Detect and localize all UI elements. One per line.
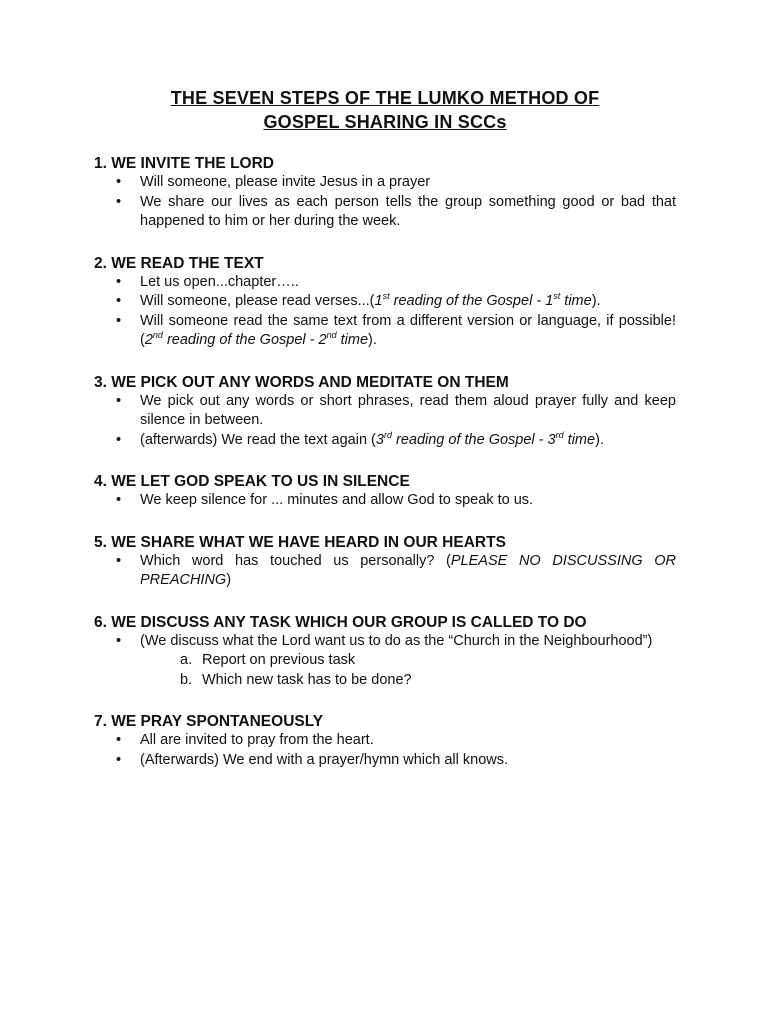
step-2 [94,254,676,351]
step-heading: 1. WE INVITE THE LORD [94,155,274,172]
bullet-item: • (Afterwards) We end with a prayer/hymn which all knows. [94,751,676,771]
step-6 [94,613,676,691]
sub-list-marker: a. [180,652,193,668]
bullet-item: • Will someone, please invite Jesus in a prayer [94,173,676,193]
sub-list-item: b. Which new task has to be done? [94,671,676,691]
bullet-list [94,273,676,351]
step-3 [94,373,676,451]
bullet-item: • We pick out any words or short phrases, read them aloud prayer fully and keep silence in between. [94,392,676,431]
step-heading: 4. WE LET GOD SPEAK TO US IN SILENCE [94,473,410,490]
bullet-item: • Will someone read the same text from a different version or language, if possible! (2nd reading of the Gospel - 2nd time). [94,312,676,351]
bullet-item: • Let us open...chapter….. [94,273,676,293]
sub-list [94,651,676,690]
step-7 [94,712,676,770]
step-heading: 7. WE PRAY SPONTANEOUSLY [94,713,324,730]
bullet-item: • We keep silence for ... minutes and allow God to speak to us. [94,491,676,511]
step-heading: 5. WE SHARE WHAT WE HAVE HEARD IN OUR HEARTS [94,533,506,551]
document-title [94,86,676,134]
bullet-item: • Will someone, please read verses...(1st reading of the Gospel - 1st time). [94,292,676,312]
step-1 [94,154,676,232]
title-line-2: GOSPEL SHARING IN SCCs [263,112,507,132]
bullet-item: • We share our lives as each person tells the group something good or bad that happened to him or her during the week. [94,193,676,232]
title-line-1: THE SEVEN STEPS OF THE LUMKO METHOD OF [170,88,600,108]
step-heading: 2. WE READ THE TEXT [94,254,264,272]
step-heading: 3. WE PICK OUT ANY WORDS AND MEDITATE ON THEM [94,373,509,391]
document [94,86,676,770]
bullet-item: • (We discuss what the Lord want us to do as the “Church in the Neighbourhood”) [94,632,676,652]
bullet-list [94,731,676,770]
bullet-item: • (afterwards) We read the text again (3rd reading of the Gospel - 3rd time). [94,431,676,451]
bullet-list [94,632,676,652]
step-4 [94,472,676,511]
step-5 [94,533,676,591]
bullet-item: • Which word has touched us personally? (PLEASE NO DISCUSSING OR PREACHING) [94,552,676,591]
sub-list-marker: b. [180,671,193,688]
bullet-list [94,552,676,591]
step-heading: 6. WE DISCUSS ANY TASK WHICH OUR GROUP IS CALLED TO DO [94,613,587,631]
sub-list-item: a. Report on previous task [94,651,676,671]
bullet-list [94,491,676,511]
bullet-list [94,173,676,232]
bullet-list [94,392,676,451]
bullet-item: • All are invited to pray from the heart. [94,731,676,751]
